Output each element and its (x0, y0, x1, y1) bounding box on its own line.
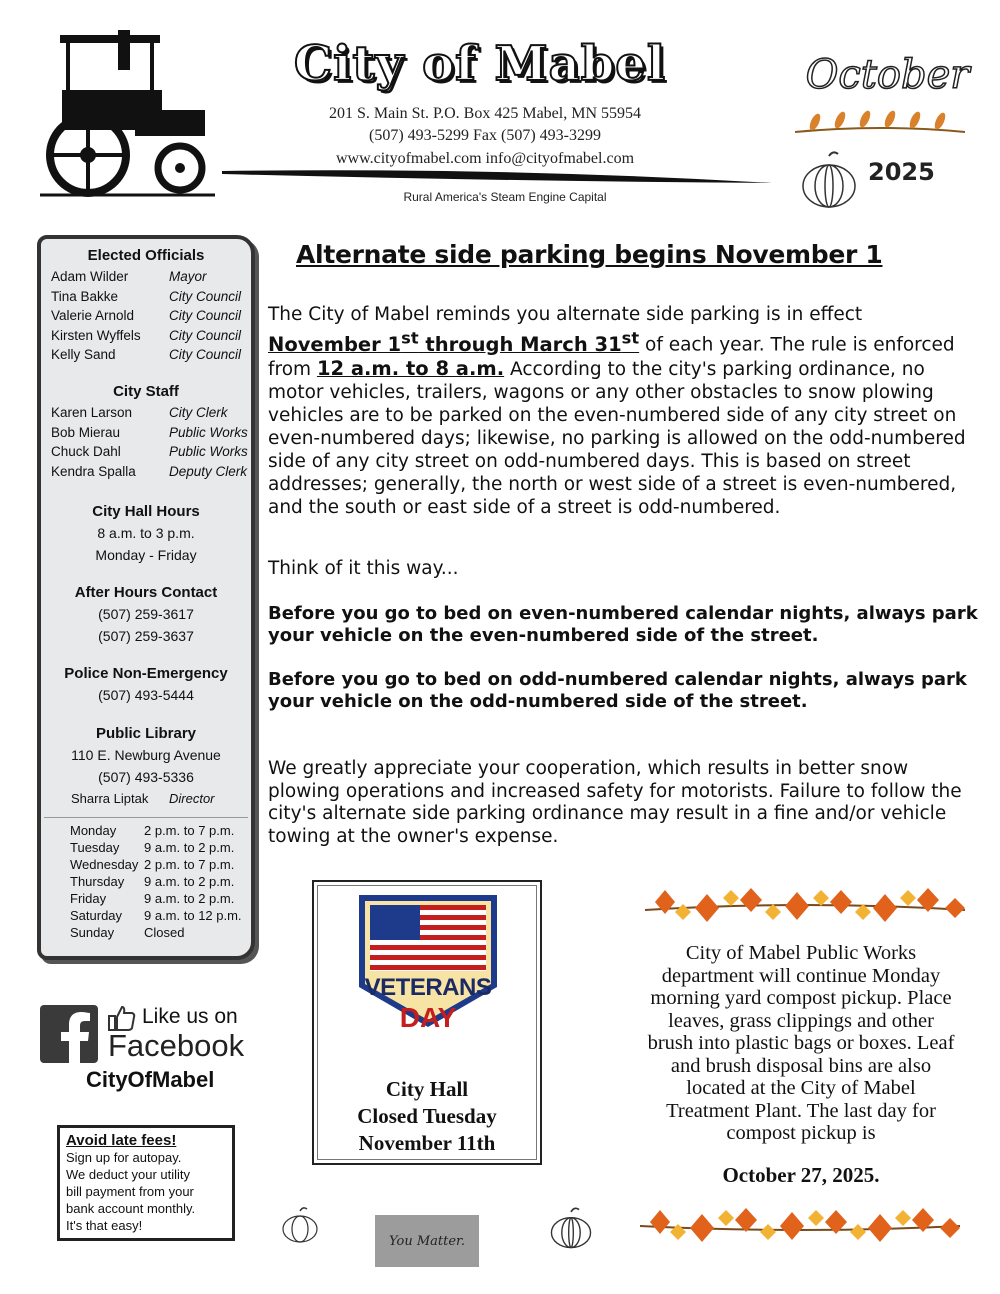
hall-hours-time: 8 a.m. to 3 p.m. (97, 525, 195, 541)
veterans-day-label: DAY (399, 1002, 457, 1033)
library-hours-table (44, 817, 248, 959)
p1-date-start: November 1 (268, 332, 402, 356)
autopay-title: Avoid late fees! (66, 1132, 177, 1149)
facebook-handle[interactable]: CityOfMabel (86, 1067, 215, 1092)
year: 2025 (868, 158, 935, 186)
autumn-leaves-border (645, 880, 965, 932)
steam-engine-logo (40, 30, 215, 200)
think-line: Think of it this way... (268, 558, 459, 579)
library-day: Wednesday (70, 857, 139, 872)
library-time: 9 a.m. to 2 p.m. (144, 874, 235, 889)
library-heading: Public Library (95, 725, 197, 742)
sidebar-contacts (37, 235, 255, 960)
official-role: Mayor (169, 269, 207, 284)
staff-role: Deputy Clerk (169, 464, 248, 479)
official-name: Tina Bakke (51, 289, 119, 304)
hall-hours-heading: City Hall Hours (92, 503, 200, 520)
library-time: 9 a.m. to 2 p.m. (144, 891, 235, 906)
address: 201 S. Main St. P.O. Box 425 Mabel, MN 55954 (328, 105, 642, 122)
library-time: 9 a.m. to 12 p.m. (144, 908, 242, 923)
p1-date-end-sup: st (621, 328, 640, 347)
staff-name: Kendra Spalla (51, 464, 136, 479)
article-headline: Alternate side parking begins November 1 (296, 240, 883, 269)
official-name: Adam Wilder (51, 269, 129, 284)
autopay-line: We deduct your utility (66, 1167, 191, 1182)
autopay-notice (57, 1125, 235, 1241)
p1-date-mid: through March 31 (418, 332, 622, 356)
library-day: Tuesday (70, 840, 120, 855)
veterans-line: November 11th (358, 1131, 496, 1155)
p1-dates (268, 328, 640, 356)
staff-name: Chuck Dahl (51, 444, 121, 459)
staff-role: Public Works (169, 444, 248, 459)
veterans-line: Closed Tuesday (357, 1104, 497, 1128)
p1-rest: According to the city's parking ordinance, no motor vehicles, trailers, wagons or any other obstacles to snow plowing vehicles are to be parked on the even-numbered side of any city street on even-numbered days; likewise, no parking is allowed on the odd-numbered side of any city street on odd-numbered days. This is based on street addresses; generally, the north or west side of a street is even-numbered, and the south or east side of a street is odd-numbered. (268, 358, 966, 518)
pumpkin-icon (280, 1205, 320, 1245)
autopay-line: bank account monthly. (66, 1201, 196, 1216)
library-day: Thursday (70, 874, 125, 889)
even-rule: Before you go to bed on even-numbered calendar nights, always park your vehicle on the even-numbered side of the street. (268, 603, 978, 646)
police-phone: (507) 493-5444 (98, 687, 194, 703)
veterans-label: VETERANS (364, 974, 492, 1001)
library-director-role: Director (169, 791, 215, 806)
police-heading: Police Non-Emergency (64, 665, 228, 682)
library-address: 110 E. Newburg Avenue (71, 747, 221, 763)
city-title: City of Mabel (293, 36, 667, 92)
autopay-line: Sign up for autopay. (66, 1150, 182, 1165)
library-phone: (507) 493-5336 (98, 769, 194, 785)
autopay-line: bill payment from your (66, 1184, 194, 1199)
veterans-line: City Hall (385, 1077, 469, 1101)
staff-name: Bob Mierau (51, 425, 121, 440)
after-hours-heading: After Hours Contact (74, 584, 218, 601)
official-name: Kirsten Wyffels (51, 328, 141, 343)
library-day: Friday (70, 891, 107, 906)
library-day: Monday (70, 823, 117, 838)
staff-heading: City Staff (113, 383, 179, 400)
official-role: City Council (169, 289, 242, 304)
p1-after-dates: of each year. The rule is enforced from (268, 334, 955, 380)
library-day: Sunday (70, 925, 115, 940)
closing-paragraph: We greatly appreciate your cooperation, which results in better snow plowing operations and increased safety for motorists. Failure to follow the city's alternate side parking ordinance may result in a fine and/or vehicle towing at the owner's expense. (268, 758, 962, 847)
compost-notice: City of Mabel Public Works department will continue Monday morning yard compost pickup. Place leaves, grass clippings and other brush into plastic bags or boxes. Leaf and brush disposal bins are also located at the City of Mabel Treatment Plant. The last day for compost pickup is (647, 942, 955, 1144)
article-paragraph-1 (268, 303, 978, 519)
staff-name: Karen Larson (51, 405, 133, 420)
month-title: October (805, 52, 970, 98)
autopay-line: It's that easy! (66, 1218, 143, 1233)
staff-role: City Clerk (169, 405, 228, 420)
library-time: Closed (144, 925, 185, 940)
phone-fax: (507) 493-5299 Fax (507) 493-3299 (369, 127, 601, 144)
p1-intro: The City of Mabel reminds you alternate side parking is in effect (268, 304, 863, 325)
you-matter-sign: You Matter. (375, 1215, 479, 1267)
library-time: 9 a.m. to 2 p.m. (144, 840, 235, 855)
library-day: Saturday (70, 908, 123, 923)
pumpkin-icon (800, 150, 858, 210)
tagline: Rural America's Steam Engine Capital (403, 190, 607, 204)
autumn-leaves-border (640, 1200, 960, 1252)
web-email: www.cityofmabel.com info@cityofmabel.com (335, 150, 635, 167)
official-role: City Council (169, 347, 242, 362)
library-time: 2 p.m. to 7 p.m. (144, 823, 235, 838)
p1-times: 12 a.m. to 8 a.m. (316, 356, 505, 380)
official-name: Kelly Sand (51, 347, 116, 362)
pumpkin-icon (548, 1205, 594, 1251)
after-hours-phone: (507) 259-3617 (98, 606, 194, 622)
elected-heading: Elected Officials (87, 247, 205, 264)
official-role: City Council (169, 328, 242, 343)
p1-date-start-sup: st (401, 328, 419, 347)
facebook-like-text: Like us on (142, 1005, 238, 1028)
official-role: City Council (169, 308, 242, 323)
veterans-day-box (312, 880, 542, 1165)
official-name: Valerie Arnold (51, 308, 135, 323)
odd-rule: Before you go to bed on odd-numbered calendar nights, always park your vehicle on the odd-numbered side of the street. (268, 669, 967, 712)
hall-hours-days: Monday - Friday (95, 547, 197, 563)
after-hours-phone: (507) 259-3637 (98, 628, 194, 644)
staff-role: Public Works (169, 425, 248, 440)
compost-date: October 27, 2025. (722, 1163, 880, 1187)
leaf-branch-decoration (790, 110, 970, 138)
facebook-name[interactable]: Facebook (108, 1028, 245, 1063)
library-time: 2 p.m. to 7 p.m. (144, 857, 235, 872)
facebook-icon[interactable] (40, 1005, 98, 1063)
library-director-name: Sharra Liptak (71, 791, 149, 806)
